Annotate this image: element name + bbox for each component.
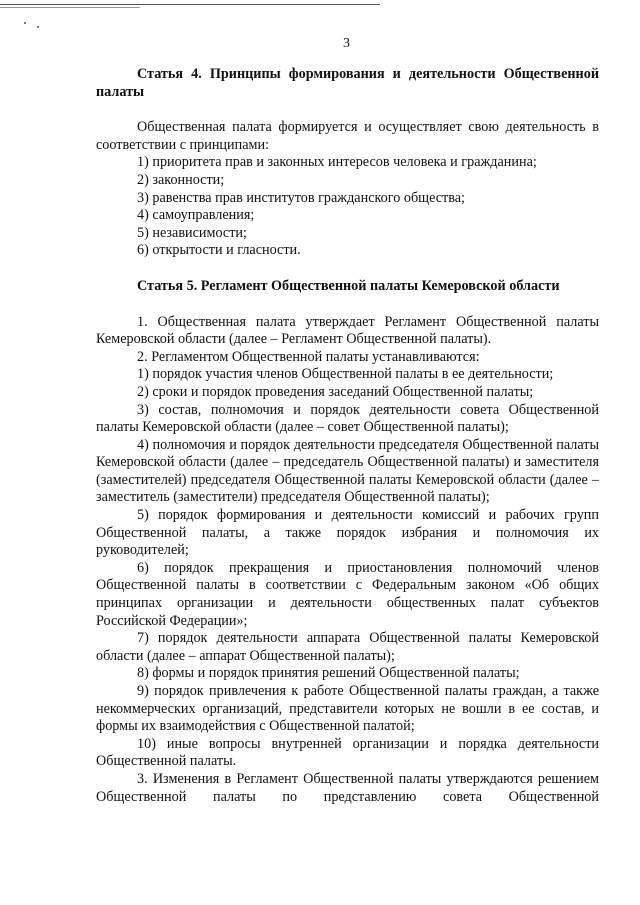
- regulation-item: 10) иные вопросы внутренней организации и порядка деятельности Общественной палаты.: [96, 735, 599, 770]
- regulation-item: 7) порядок деятельности аппарата Общественной палаты Кемеровской области (далее – аппарат Общественной палаты);: [96, 630, 599, 664]
- article-5-heading: Статья 5. Регламент Общественной палаты Кемеровской области: [137, 277, 560, 294]
- article-4-principle: 2) законности;: [137, 171, 225, 188]
- scan-top-border-line: [0, 4, 380, 5]
- article-4-principle: 3) равенства прав институтов гражданского общества;: [137, 189, 466, 206]
- regulation-item: 4) полномочия и порядок деятельности председателя Общественной палаты Кемеровской области (далее – председатель Общественной палаты) и заместителя (заместителей) председателя Общественной палаты Кемеровской области (далее – заместитель (заместители) председателя Общественной палаты);: [96, 436, 599, 506]
- article-5-paragraph-2: 2. Регламентом Общественной палаты устанавливаются:: [137, 348, 480, 365]
- article-5-paragraph-1: 1. Общественная палата утверждает Регламент Общественной палаты Кемеровской области (далее – Регламент Общественной палаты).: [96, 313, 599, 348]
- article-5-paragraph-3: 3. Изменения в Регламент Общественной палаты утверждаются решением Общественной палаты по представлению совета Общественной: [96, 770, 599, 805]
- regulation-item: 2) сроки и порядок проведения заседаний Общественной палаты;: [137, 383, 534, 400]
- regulation-item: 9) порядок привлечения к работе Общественной палаты граждан, а также некоммерческих организаций, представители которых не вошли в ее состав, и формы их взаимодействия с Общественной палатой;: [96, 683, 599, 735]
- article-4-heading: Статья 4. Принципы формирования и деятельности Общественной палаты: [96, 66, 599, 100]
- document-body: [96, 66, 599, 806]
- regulation-item: 1) порядок участия членов Общественной палаты в ее деятельности;: [137, 366, 554, 383]
- regulation-item: 3) состав, полномочия и порядок деятельности совета Общественной палаты Кемеровской области (далее – совет Общественной палаты);: [96, 401, 599, 436]
- regulation-item: 5) порядок формирования и деятельности комиссий и рабочих групп Общественной палаты, а также порядок избрания и полномочия их руководителей;: [96, 507, 599, 559]
- scan-speck: [37, 26, 39, 28]
- page-number: 3: [343, 36, 350, 51]
- article-4-principle: 4) самоуправления;: [137, 207, 255, 224]
- scan-speck: [24, 22, 26, 24]
- article-4-intro: Общественная палата формируется и осуществляет свою деятельность в соответствии с принципами:: [96, 119, 599, 153]
- article-4-principle: 1) приоритета прав и законных интересов человека и гражданина;: [137, 154, 537, 171]
- regulation-item: 8) формы и порядок принятия решений Общественной палаты;: [137, 665, 520, 682]
- scan-top-border-line-secondary: [0, 7, 140, 8]
- regulation-item: 6) порядок прекращения и приостановления полномочий членов Общественной палаты в соответствии с Федеральным законом «Об общих принципах организации и деятельности общественных палат субъектов Российской Федерации»;: [96, 559, 599, 629]
- article-4-principle: 6) открытости и гласности.: [137, 242, 301, 259]
- article-4-principle: 5) независимости;: [137, 224, 247, 241]
